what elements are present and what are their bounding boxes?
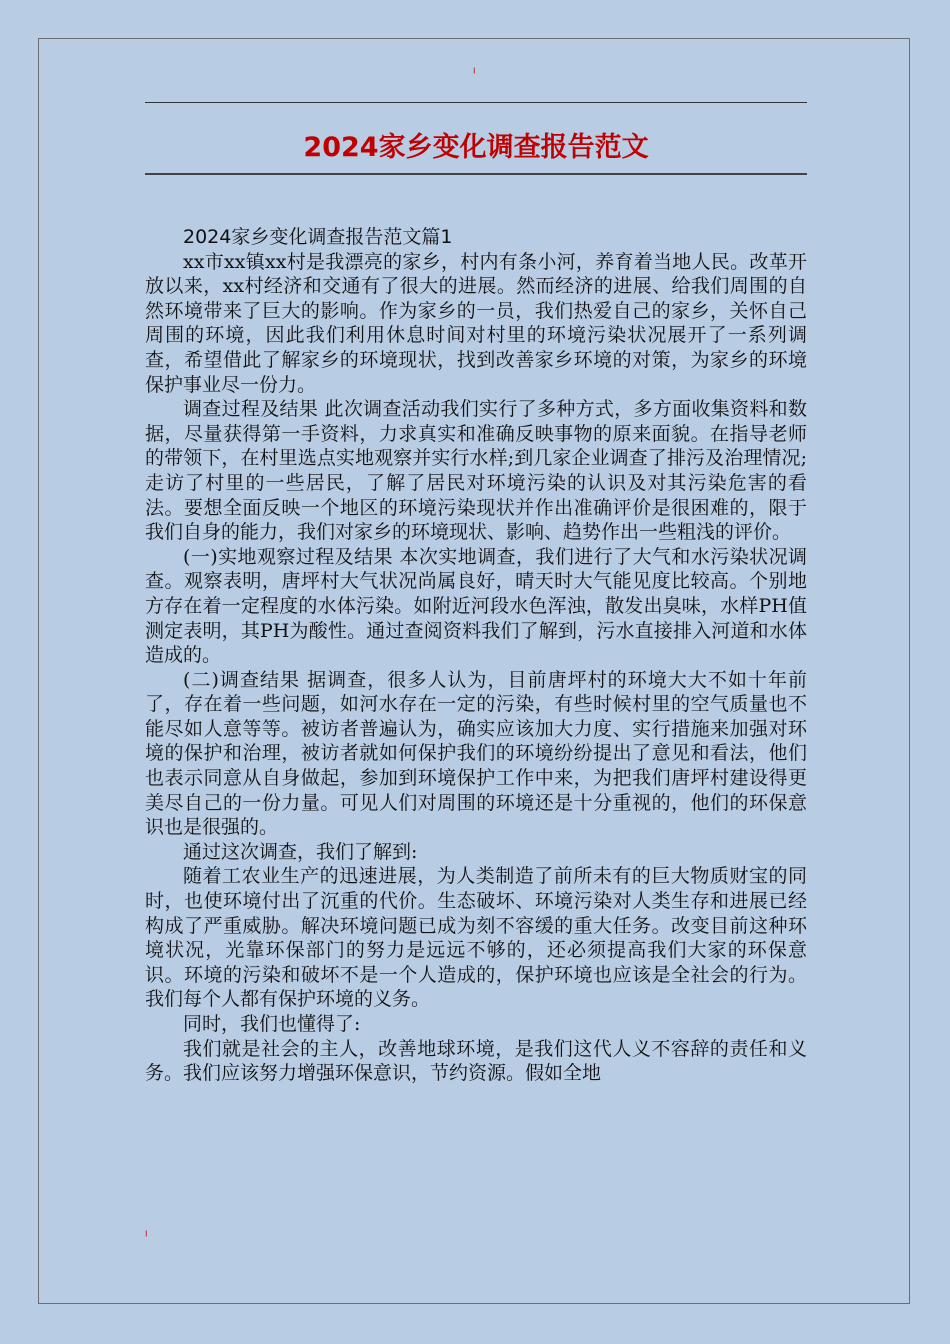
paragraph: 我们就是社会的主人，改善地球环境，是我们这代人义不容辞的责任和义务。我们应该努力增强环保意识，节约资源。假如全地: [145, 1037, 807, 1085]
paragraph: 同时，我们也懂得了:: [183, 1013, 361, 1035]
paragraph: (二)调查结果 据调查，很多人认为，目前唐坪村的环境大大不如十年前了，存在着一些问题，如河水存在一定的污染，有些时候村里的空气质量也不能尽如人意等等。被访者普遍认为，确实应该加大力度、实行措施来加强对环境的保护和治理，被访者就如何保护我们的环境纷纷提出了意见和看法，他们也表示同意从自身做起，参加到环境保护工作中来，为把我们唐坪村建设得更美尽自己的一份力量。可见人们对周围的环境还是十分重视的，他们的环保意识也是很强的。: [145, 668, 807, 839]
header-rule: [145, 102, 807, 103]
header-mark: ˡ: [473, 66, 476, 82]
document-body: [145, 225, 807, 1086]
paragraph: 调查过程及结果 此次调查活动我们实行了多种方式，多方面收集资料和数据，尽量获得第一手资料，力求真实和准确反映事物的原来面貌。在指导老师的带领下，在村里选点实地观察并实行水样;到几家企业调查了排污及治理情况;走访了村里的一些居民，了解了居民对环境污染的认识及对其污染危害的看法。要想全面反映一个地区的环境污染现状并作出准确评价是很困难的，限于我们自身的能力，我们对家乡的环境现状、影响、趋势作出一些粗浅的评价。: [145, 398, 807, 544]
paragraph: (一)实地观察过程及结果 本次实地调查，我们进行了大气和水污染状况调查。观察表明，唐坪村大气状况尚属良好，晴天时大气能见度比较高。个别地方存在着一定程度的水体污染。如附近河段水色浑浊，散发出臭味，水样PH值测定表明，其PH为酸性。通过查阅资料我们了解到，污水直接排入河道和水体造成的。: [145, 545, 807, 667]
paragraph: 通过这次调查，我们了解到:: [183, 840, 418, 863]
paragraph: 随着工农业生产的迅速进展，为人类制造了前所未有的巨大物质财宝的同时，也使环境付出了沉重的代价。生态破坏、环境污染对人类生存和进展已经构成了严重威胁。解决环境问题已成为刻不容缓的重大任务。改变目前这种环境状况，光靠环保部门的努力是远远不够的，还必须提高我们大家的环保意识。环境的污染和破坏不是一个人造成的，保护环境也应该是全社会的行为。我们每个人都有保护环境的义务。: [145, 865, 807, 1011]
document-title: 2024家乡变化调查报告范文: [303, 132, 649, 163]
title-rule: [145, 173, 807, 175]
footer-mark: ˡ: [145, 1229, 148, 1245]
paragraph: xx市xx镇xx村是我漂亮的家乡，村内有条小河，养育着当地人民。改革开放以来，xx村经济和交通有了很大的进展。然而经济的进展、给我们周围的自然环境带来了巨大的影响。作为家乡的一员，我们热爱自己的家乡，关怀自己周围的环境，因此我们利用休息时间对村里的环境污染状况展开了一系列调查，希望借此了解家乡的环境现状，找到改善家乡环境的对策，为家乡的环境保护事业尽一份力。: [145, 250, 807, 396]
section-heading: 2024家乡变化调查报告范文篇1: [183, 226, 453, 248]
